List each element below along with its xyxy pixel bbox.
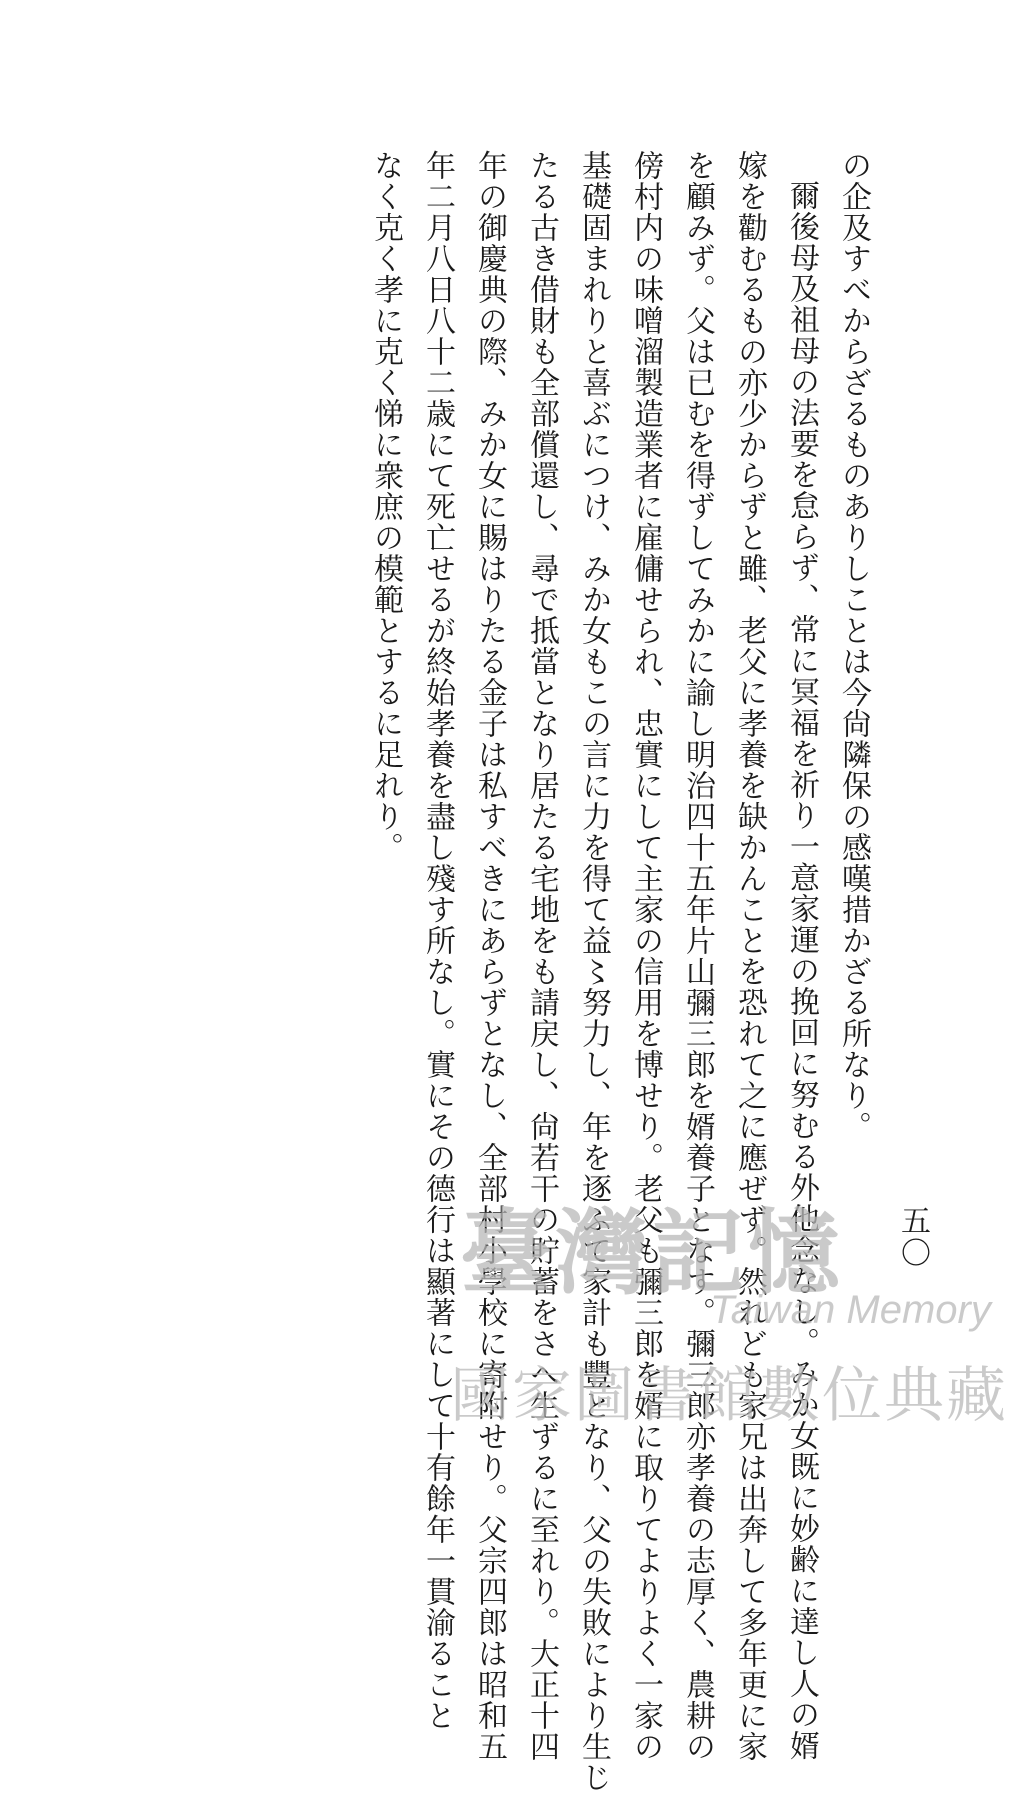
text-line: 傍村内の味噌溜製造業者に雇傭せられ、忠實にして主家の信用を博せり。老父も彌三郎を婿に取りてよりよく一家の — [628, 150, 663, 1762]
text-line: 年の御慶典の際、みか女に賜はりたる金子は私すべきにあらずとなし、全部村小學校に寄附せり。父宗四郎は昭和五 — [472, 150, 507, 1762]
text-line: 年二月八日八十二歳にて死亡せるが終始孝養を盡し殘す所なし。實にその德行は顯著にして十有餘年一貫渝ること — [420, 150, 455, 1731]
text-line: の企及すべからざるものありしことは今尙隣保の感嘆措かざる所なり。 — [836, 150, 871, 1142]
text-line: 嫁を勸むるもの亦少からずと雖、老父に孝養を缺かんことを恐れて之に應ぜず。然れども家兄は出奔して多年更に家 — [732, 150, 767, 1762]
text-line: を顧みず。父は已むを得ずしてみかに諭し明治四十五年片山彌三郎を婿養子となす。彌三郎亦孝養の志厚く、農耕の — [680, 150, 715, 1762]
text-line: たる古き借財も全部償還し、尋で抵當となり居たる宅地をも請戻し、尙若干の貯蓄をさへ生ずるに至れり。大正十四 — [524, 150, 559, 1762]
text-line: 基礎固まれりと喜ぶにつけ、みか女もこの言に力を得て益〻努力し、年を逐ふて家計も豐となり、父の失敗により生じ — [576, 150, 611, 1793]
page-number: 五〇 — [895, 1205, 930, 1269]
vertical-body-text — [359, 150, 879, 1793]
text-line: 爾後母及祖母の法要を怠らず、常に冥福を祈り一意家運の挽回に努むる外他念なし。みか女既に妙齢に達し人の婿 — [784, 180, 819, 1761]
text-line: なく克く孝に克く悌に衆庶の模範とするに足れり。 — [368, 150, 403, 863]
watermark-caption: 國家圖書館數位典藏 — [450, 1361, 1008, 1431]
watermark-title: 臺灣記憶 — [460, 1199, 845, 1307]
watermark-subtitle: Taiwan Memory — [710, 1288, 991, 1332]
